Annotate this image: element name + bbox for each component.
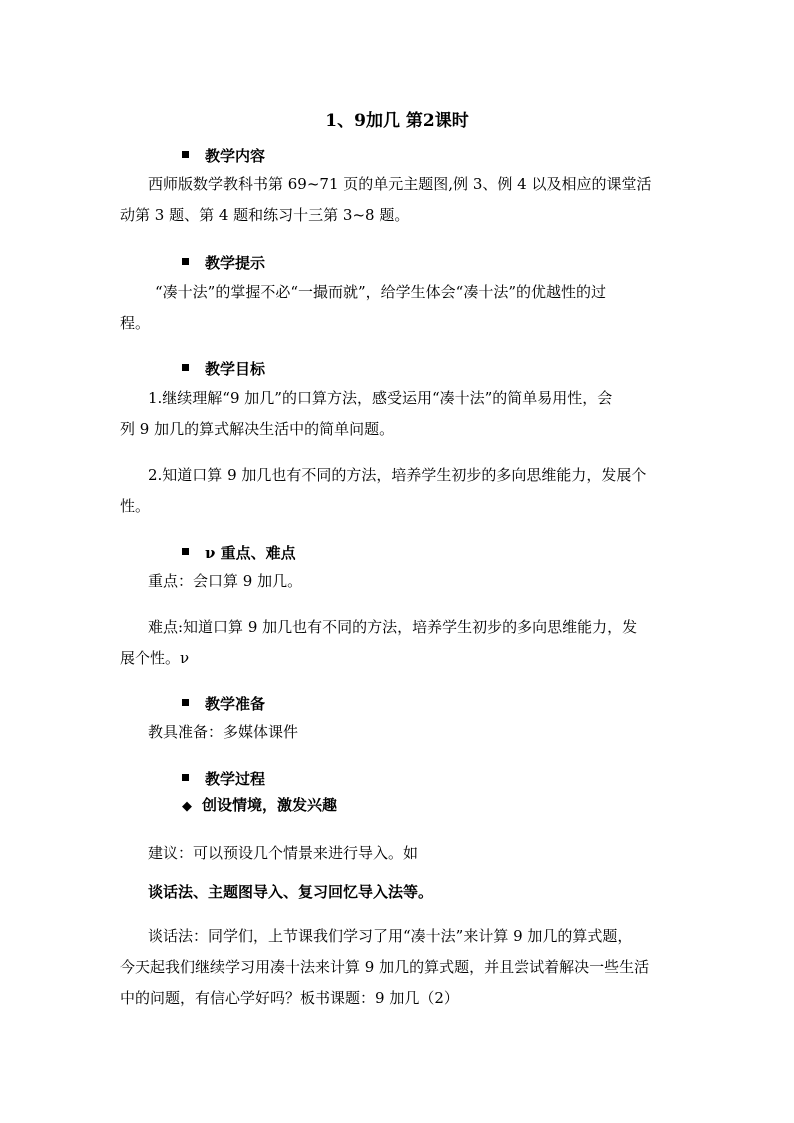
square-bullet-icon	[182, 699, 189, 706]
paragraph-line: 动第 3 题、第 4 题和练习十三第 3~8 题。	[120, 206, 410, 224]
heading-text: 教学提示	[205, 254, 266, 272]
diamond-bullet-icon: ◆	[182, 799, 192, 814]
subheading-text: 创设情境，激发兴趣	[202, 796, 338, 814]
paragraph-line: 重点：会口算 9 加几。	[148, 572, 303, 590]
heading-text: 教学目标	[205, 360, 266, 378]
paragraph-line: 难点:知道口算 9 加几也有不同的方法，培养学生初步的多向思维能力，发	[148, 618, 638, 636]
paragraph-line: 教具准备：多媒体课件	[148, 723, 299, 741]
paragraph-line: 谈话法：同学们，上节课我们学习了用“凑十法”来计算 9 加几的算式题，	[148, 927, 633, 945]
square-bullet-icon	[182, 364, 189, 371]
heading-text: 教学准备	[205, 695, 266, 713]
section-heading-prep	[182, 693, 265, 714]
square-bullet-icon	[182, 258, 189, 265]
section-heading-content	[182, 145, 265, 166]
square-bullet-icon	[182, 774, 189, 781]
paragraph-line: 2.知道口算 9 加几也有不同的方法，培养学生初步的多向思维能力，发展个	[148, 466, 647, 484]
paragraph-line: 西师版数学教科书第 69~71 页的单元主题图,例 3、例 4 以及相应的课堂活	[148, 175, 652, 193]
paragraph-line: 性。	[120, 497, 151, 515]
paragraph-line: 今天起我们继续学习用凑十法来计算 9 加几的算式题，并且尝试着解决一些生活	[120, 958, 650, 976]
paragraph-line: 中的问题，有信心学好吗？板书课题：9 加几（2）	[120, 989, 459, 1007]
paragraph-line: 展个性。ν	[120, 649, 190, 667]
section-heading-hints	[182, 252, 265, 273]
paragraph-line: 程。	[120, 314, 151, 332]
paragraph-line-bold: 谈话法、主题图导入、复习回忆导入法等。	[148, 883, 434, 901]
paragraph-line: 列 9 加几的算式解决生活中的简单问题。	[120, 420, 395, 438]
heading-text: 教学内容	[205, 147, 266, 165]
page-title: 1、9加几 第2课时	[325, 111, 469, 131]
paragraph-line: 1.继续理解“9 加几”的口算方法，感受运用“凑十法”的简单易用性，会	[148, 389, 613, 407]
paragraph-line: 建议：可以预设几个情景来进行导入。如	[148, 844, 419, 862]
heading-text: ν 重点、难点	[205, 544, 296, 562]
heading-text: 教学过程	[205, 770, 266, 788]
square-bullet-icon	[182, 548, 189, 555]
square-bullet-icon	[182, 151, 189, 158]
section-heading-goals	[182, 358, 265, 379]
paragraph-line: “凑十法”的掌握不必“一撮而就”，给学生体会“凑十法”的优越性的过	[155, 283, 607, 301]
section-heading-process	[182, 768, 265, 789]
subheading-scenario	[182, 794, 337, 815]
section-heading-keypoints	[182, 542, 296, 563]
